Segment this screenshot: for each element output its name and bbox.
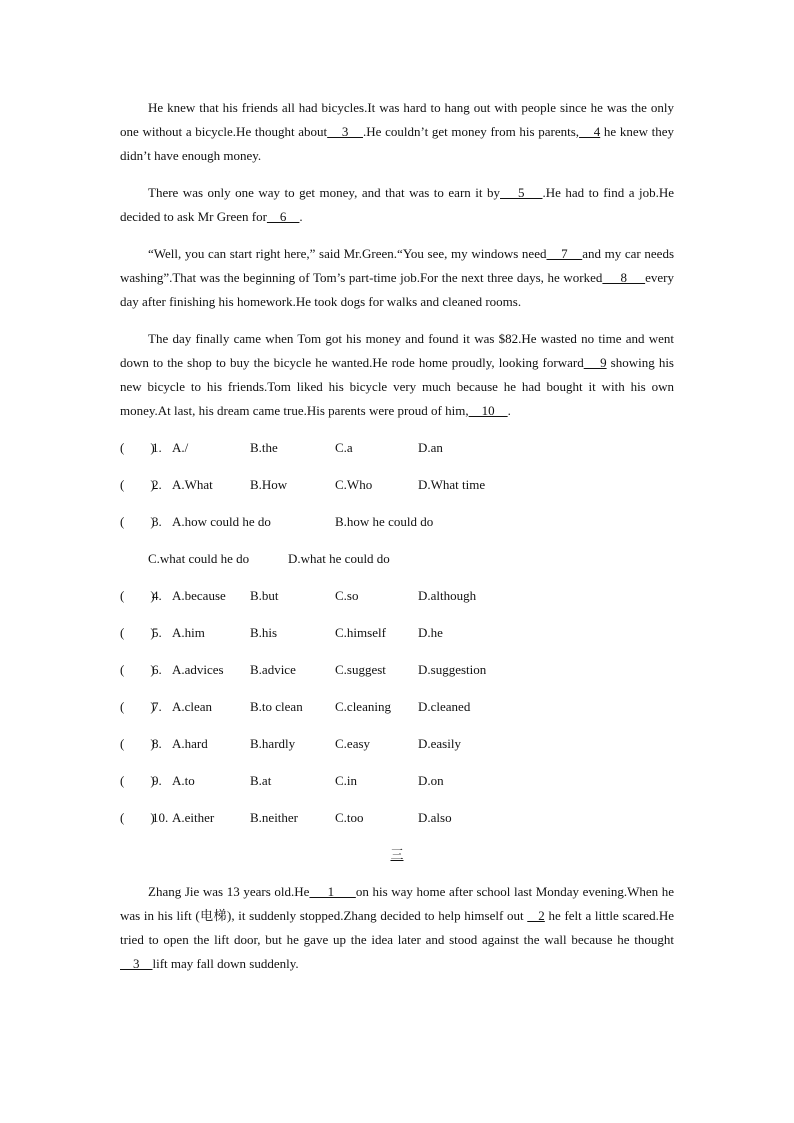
question-row <box>120 436 674 460</box>
blank-4: 4 <box>579 124 601 139</box>
option-a: A.either <box>172 810 215 825</box>
question-row <box>120 621 674 645</box>
paragraph-text: he felt a little scared.He tried to open the lift door, but he gave up the idea later and stood against the wall because he thought <box>120 908 674 947</box>
option-d: D.also <box>418 810 452 825</box>
question-number: 8. <box>152 736 162 751</box>
option-c: C.cleaning <box>335 699 391 714</box>
blank-8: 8 <box>602 270 646 285</box>
question-number: 5. <box>152 625 162 640</box>
option-d: D.he <box>418 625 443 640</box>
answer-bracket[interactable]: ( ) <box>120 625 155 640</box>
option-c: C.what could he do <box>148 551 250 566</box>
passage-paragraph <box>120 242 674 314</box>
answer-bracket[interactable]: ( ) <box>120 736 155 751</box>
option-c: C.a <box>335 440 353 455</box>
answer-bracket[interactable]: ( ) <box>120 477 155 492</box>
question-number: 2. <box>152 477 162 492</box>
question-row <box>120 584 674 608</box>
option-a: A.What <box>172 477 213 492</box>
answer-bracket[interactable]: ( ) <box>120 810 155 825</box>
option-b: B.to clean <box>250 699 303 714</box>
paragraph-text: Zhang Jie was 13 years old.He <box>148 884 310 899</box>
option-c: C.easy <box>335 736 371 751</box>
paragraph-text: and my car needs washing”.That was the beginning of Tom’s part-time job.For the next three days, he worked <box>120 246 675 285</box>
question-number: 4. <box>152 588 162 603</box>
question-row-continued <box>120 547 674 571</box>
blank-7: 7 <box>546 246 583 261</box>
option-b: B.the <box>250 440 278 455</box>
paragraph-text: . <box>299 209 303 224</box>
option-d: D.an <box>418 440 443 455</box>
question-number: 7. <box>152 699 162 714</box>
blank-6: 6 <box>266 209 300 224</box>
document-page <box>120 96 674 989</box>
option-a: A.how could he do <box>172 514 271 529</box>
paragraph-text: on his way home after school last Monday evening.When he was in his lift (电梯), it suddenly stopped.Zhang decided to help himself out <box>120 884 675 923</box>
paragraph-text: There was only one way to get money, and that was to earn it by <box>148 185 500 200</box>
option-a: A.because <box>172 588 226 603</box>
option-b: B.his <box>250 625 278 640</box>
paragraph-text: “Well, you can start right here,” said Mr.Green.“You see, my windows need <box>148 246 547 261</box>
option-b: B.hardly <box>250 736 296 751</box>
passage-paragraph <box>120 96 674 168</box>
section-heading <box>120 843 674 867</box>
option-b: B.at <box>250 773 272 788</box>
question-number: 3. <box>152 514 162 529</box>
paragraph-text: The day finally came when Tom got his money and found it was $82.He wasted no time and went down to the shop to buy the bicycle he wanted.He rode home proudly, looking forward <box>120 331 674 370</box>
option-c: C.in <box>335 773 358 788</box>
answer-bracket[interactable]: ( ) <box>120 588 155 603</box>
option-a: A.hard <box>172 736 208 751</box>
paragraph-text: he knew they didn’t have enough money. <box>120 124 675 163</box>
option-d: D.cleaned <box>418 699 471 714</box>
option-c: C.too <box>335 810 364 825</box>
question-row <box>120 732 674 756</box>
question-row <box>120 510 674 534</box>
blank-2: 2 <box>527 908 545 923</box>
option-a: A.advices <box>172 662 224 677</box>
option-c: C.so <box>335 588 359 603</box>
answer-bracket[interactable]: ( ) <box>120 699 155 714</box>
option-d: D.what he could do <box>288 551 390 566</box>
answer-bracket[interactable]: ( ) <box>120 773 155 788</box>
paragraph-text: lift may fall down suddenly. <box>152 956 299 971</box>
option-b: B.but <box>250 588 279 603</box>
question-row <box>120 695 674 719</box>
option-a: A.to <box>172 773 195 788</box>
question-row <box>120 806 674 830</box>
option-b: B.advice <box>250 662 296 677</box>
question-number: 6. <box>152 662 162 677</box>
blank-3: 3 <box>120 956 153 971</box>
question-number: 10. <box>152 810 169 825</box>
blank-9: 9 <box>583 355 607 370</box>
question-number: 1. <box>152 440 162 455</box>
answer-bracket[interactable]: ( ) <box>120 440 155 455</box>
paragraph-text: .He couldn’t get money from his parents, <box>363 124 580 139</box>
paragraph-text: .He had to find a job.He decided to ask Mr Green for <box>120 185 674 224</box>
blank-1: 1 <box>309 884 356 899</box>
option-d: D.although <box>418 588 477 603</box>
option-d: D.easily <box>418 736 461 751</box>
passage-paragraph <box>120 880 674 976</box>
option-a: A./ <box>172 440 189 455</box>
passage-paragraph <box>120 181 674 229</box>
option-c: C.himself <box>335 625 386 640</box>
blank-3: 3 <box>327 124 364 139</box>
answer-bracket[interactable]: ( ) <box>120 514 155 529</box>
blank-5: 5 <box>500 185 543 200</box>
question-row <box>120 769 674 793</box>
paragraph-text: He knew that his friends all had bicycles.It was hard to hang out with people since he was the only one without a bicycle.He thought about <box>120 100 674 139</box>
blank-10: 10 <box>468 403 508 418</box>
paragraph-text: every day after finishing his homework.He took dogs for walks and cleaned rooms. <box>120 270 674 309</box>
option-d: D.What time <box>418 477 486 492</box>
option-b: B.How <box>250 477 288 492</box>
section-title: 三 <box>390 847 404 862</box>
option-c: C.suggest <box>335 662 386 677</box>
option-a: A.clean <box>172 699 213 714</box>
question-row <box>120 658 674 682</box>
option-d: D.on <box>418 773 444 788</box>
option-a: A.him <box>172 625 205 640</box>
option-d: D.suggestion <box>418 662 487 677</box>
option-b: B.how he could do <box>335 514 434 529</box>
question-row <box>120 473 674 497</box>
option-c: C.Who <box>335 477 373 492</box>
answer-bracket[interactable]: ( ) <box>120 662 155 677</box>
question-number: 9. <box>152 773 162 788</box>
paragraph-text: . <box>507 403 511 418</box>
paragraph-text: showing his new bicycle to his friends.Tom liked his bicycle very much because he had bought it with his own money.At last, his dream came true.His parents were proud of him, <box>120 355 674 418</box>
option-b: B.neither <box>250 810 299 825</box>
passage-paragraph <box>120 327 674 423</box>
